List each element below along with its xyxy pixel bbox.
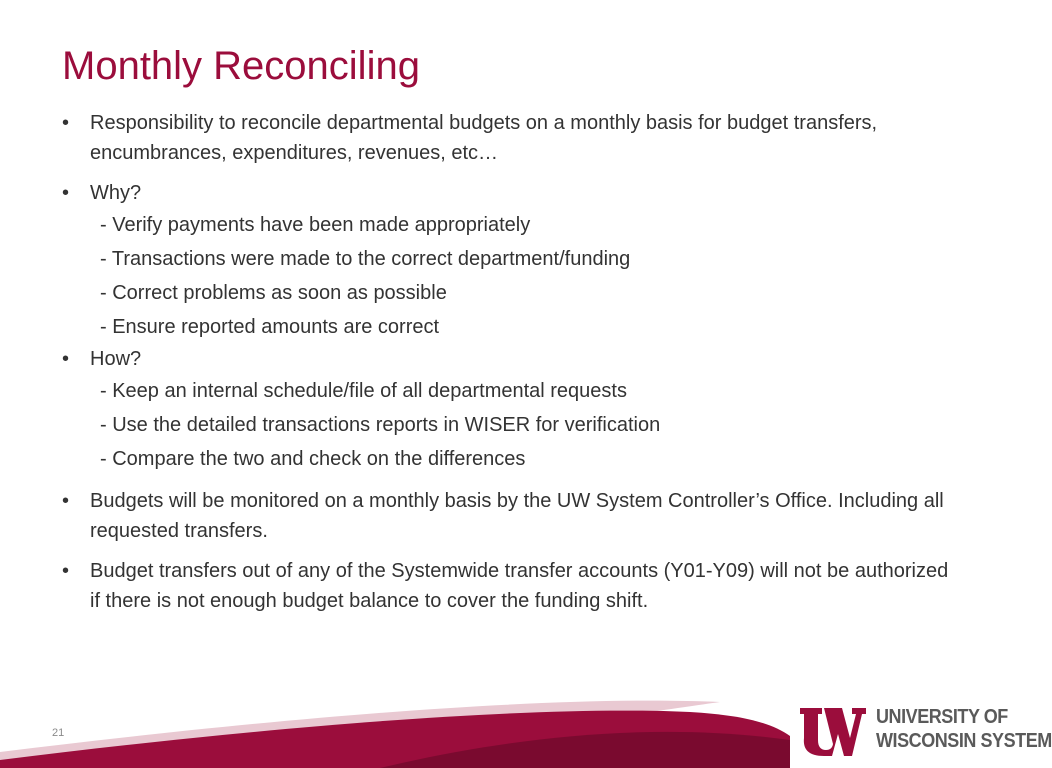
uw-logo-icon bbox=[798, 706, 868, 760]
bullet-text: Responsibility to reconcile departmental budgets on a monthly basis for budget transfers, encumbrances, expenditures, revenues, etc… bbox=[90, 112, 878, 164]
sub-item: - Use the detailed transactions reports in WISER for verification bbox=[100, 414, 661, 436]
bullet-dot-icon: • bbox=[62, 112, 70, 134]
logo-text-line1: UNIVERSITY OF bbox=[876, 706, 1008, 728]
sub-item: - Verify payments have been made appropriately bbox=[100, 214, 531, 236]
sub-item: - Keep an internal schedule/file of all departmental requests bbox=[100, 380, 627, 402]
bullet-dot-icon: • bbox=[62, 182, 70, 204]
sub-item: - Correct problems as soon as possible bbox=[100, 282, 447, 304]
bullet-text: Budget transfers out of any of the Systemwide transfer accounts (Y01-Y09) will not be authorized if there is not enough budget balance to cover the funding shift. bbox=[90, 560, 949, 612]
sub-item: - Ensure reported amounts are correct bbox=[100, 316, 440, 338]
slide-number: 21 bbox=[52, 727, 65, 739]
bullet-text: How? bbox=[90, 348, 142, 370]
sub-item: - Transactions were made to the correct department/funding bbox=[100, 248, 631, 270]
bullet-dot-icon: • bbox=[62, 560, 70, 582]
bullet-text: Budgets will be monitored on a monthly basis by the UW System Controller’s Office. Including all requested transfers. bbox=[90, 490, 944, 542]
logo-text-line2: WISCONSIN SYSTEM bbox=[876, 730, 1052, 752]
sub-item: - Compare the two and check on the differences bbox=[100, 448, 526, 470]
bullet-dot-icon: • bbox=[62, 490, 70, 512]
bullet-text: Why? bbox=[90, 182, 142, 204]
slide-title: Monthly Reconciling bbox=[62, 44, 420, 88]
bullet-dot-icon: • bbox=[62, 348, 70, 370]
